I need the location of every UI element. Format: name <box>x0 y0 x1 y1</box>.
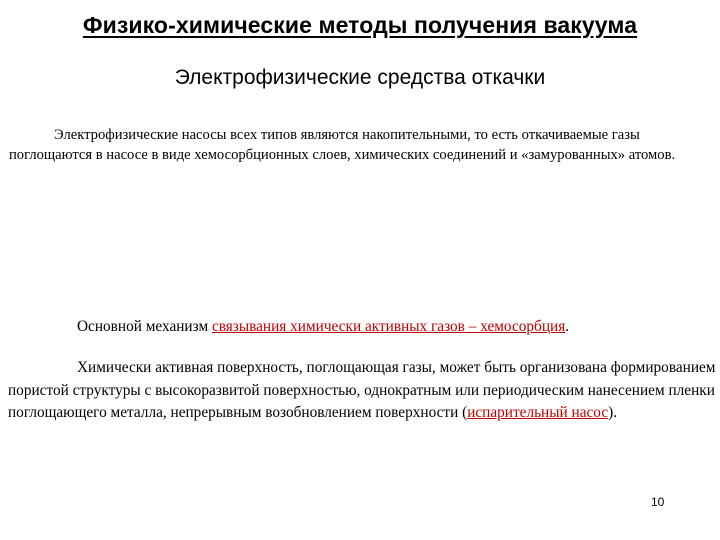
mechanism-end: . <box>565 318 570 335</box>
surface-text: Химически активная поверхность, поглощающая газы, может быть организована формированием пористой структуры с высокоразвитой поверхностью, однократным или периодическим нанесением пленки поглощающего металла, непрерывным возобновлением поверхности ( <box>8 359 716 421</box>
mechanism-text: Основной механизм <box>77 318 212 335</box>
evaporation-pump-link[interactable]: испарительный насос <box>467 404 609 421</box>
paragraph-accumulation: Электрофизические насосы всех типов являются накопительными, то есть откачиваемые газы поглощаются в насосе в виде хемосорбционных слоев, химических соединений и «замурованных» атомов. <box>9 127 676 163</box>
chemisorption-link[interactable]: связывания химически активных газов – хемосорбция <box>211 318 566 335</box>
surface-end: ). <box>608 404 618 421</box>
slide-title: Физико-химические методы получения вакуума <box>82 12 638 38</box>
page-number: 10 <box>651 495 665 509</box>
paragraph-mechanism <box>8 316 716 338</box>
paragraph-surface <box>8 357 716 425</box>
slide-subtitle: Электрофизические средства откачки <box>174 66 546 89</box>
